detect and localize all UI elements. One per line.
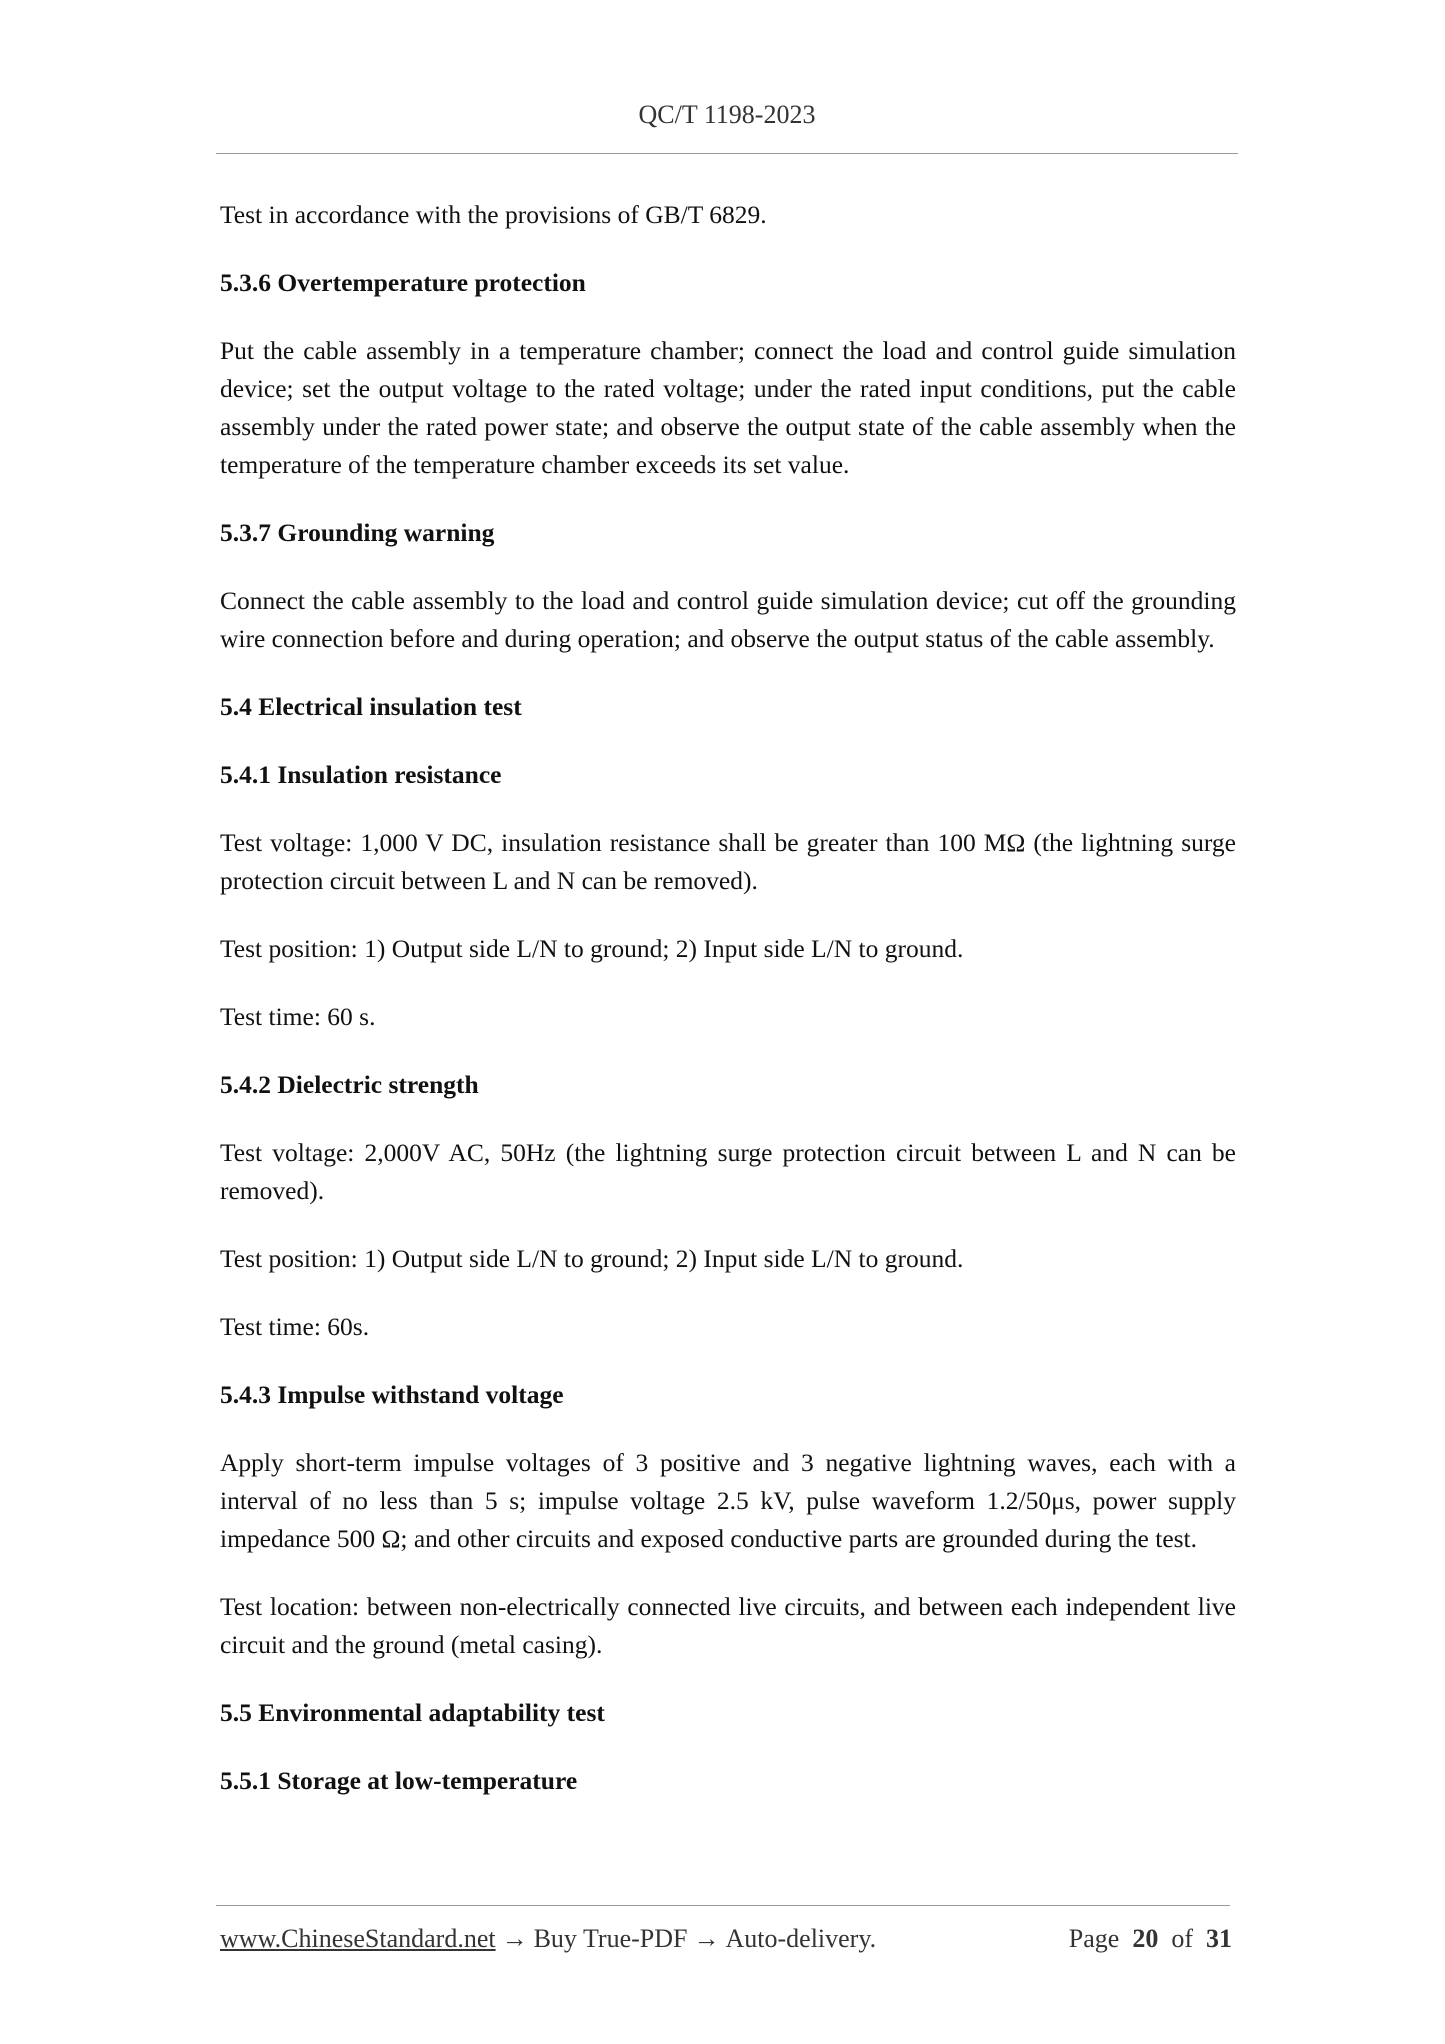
- section-5-4-2-heading: 5.4.2 Dielectric strength: [220, 1070, 479, 1099]
- section-5-4-3-text: Apply short-term impulse voltages of 3 positive and 3 negative lightning waves, each with a interval of no less than 5 s; impulse voltage 2.5 kV, pulse waveform 1.2/50μs, power supply impedance 500 Ω; and other circuits and exposed conductive parts are grounded during the test.: [220, 1448, 1236, 1553]
- section-5-5-1-heading: 5.5.1 Storage at low-temperature: [220, 1766, 578, 1795]
- intro-paragraph: Test in accordance with the provisions of GB/T 6829.: [220, 200, 767, 229]
- auto-delivery-text: Auto-delivery.: [725, 1924, 877, 1953]
- footer-divider: [216, 1905, 1230, 1906]
- section-5-4-1-heading: 5.4.1 Insulation resistance: [220, 760, 502, 789]
- section-5-4-3-heading: 5.4.3 Impulse withstand voltage: [220, 1380, 564, 1409]
- section-5-4-2-voltage: Test voltage: 2,000V AC, 50Hz (the lightning surge protection circuit between L and N can be removed).: [220, 1138, 1236, 1205]
- arrow-right-icon: →: [501, 1924, 528, 1953]
- section-5-4-1-voltage: Test voltage: 1,000 V DC, insulation resistance shall be greater than 100 MΩ (the lightning surge protection circuit between L and N can be removed).: [220, 828, 1236, 895]
- page-total: 31: [1206, 1924, 1232, 1953]
- section-5-4-3-location: Test location: between non-electrically connected live circuits, and between each independent live circuit and the ground (metal casing).: [220, 1592, 1236, 1659]
- section-5-4-1-position: Test position: 1) Output side L/N to ground; 2) Input side L/N to ground.: [220, 934, 964, 963]
- section-5-4-2-position: Test position: 1) Output side L/N to ground; 2) Input side L/N to ground.: [220, 1244, 964, 1273]
- page-indicator: [1069, 1920, 1232, 1958]
- section-5-3-6-heading: 5.3.6 Overtemperature protection: [220, 268, 586, 297]
- arrow-right-icon: →: [693, 1924, 720, 1953]
- website-link[interactable]: www.ChineseStandard.net: [220, 1924, 496, 1953]
- section-5-3-6-text: Put the cable assembly in a temperature chamber; connect the load and control guide simulation device; set the output voltage to the rated voltage; under the rated input conditions, put the cable assembly under the rated power state; and observe the output state of the cable assembly when the temperature of the temperature chamber exceeds its set value.: [220, 336, 1236, 479]
- section-5-4-1-time: Test time: 60 s.: [220, 1002, 376, 1031]
- document-header: QC/T 1198-2023: [638, 100, 816, 129]
- section-5-4-2-time: Test time: 60s.: [220, 1312, 370, 1341]
- section-5-4-heading: 5.4 Electrical insulation test: [220, 692, 522, 721]
- page-current: 20: [1132, 1924, 1159, 1953]
- of-label: of: [1171, 1924, 1193, 1953]
- page-label: Page: [1068, 1924, 1120, 1953]
- footer-promo: [220, 1920, 876, 1958]
- header-divider: [216, 153, 1238, 154]
- buy-pdf-text: Buy True-PDF: [533, 1924, 688, 1953]
- section-5-3-7-heading: 5.3.7 Grounding warning: [220, 518, 495, 547]
- section-5-5-heading: 5.5 Environmental adaptability test: [220, 1698, 605, 1727]
- section-5-3-7-text: Connect the cable assembly to the load and control guide simulation device; cut off the grounding wire connection before and during operation; and observe the output status of the cable assembly.: [220, 586, 1236, 653]
- document-body: [220, 196, 1236, 1830]
